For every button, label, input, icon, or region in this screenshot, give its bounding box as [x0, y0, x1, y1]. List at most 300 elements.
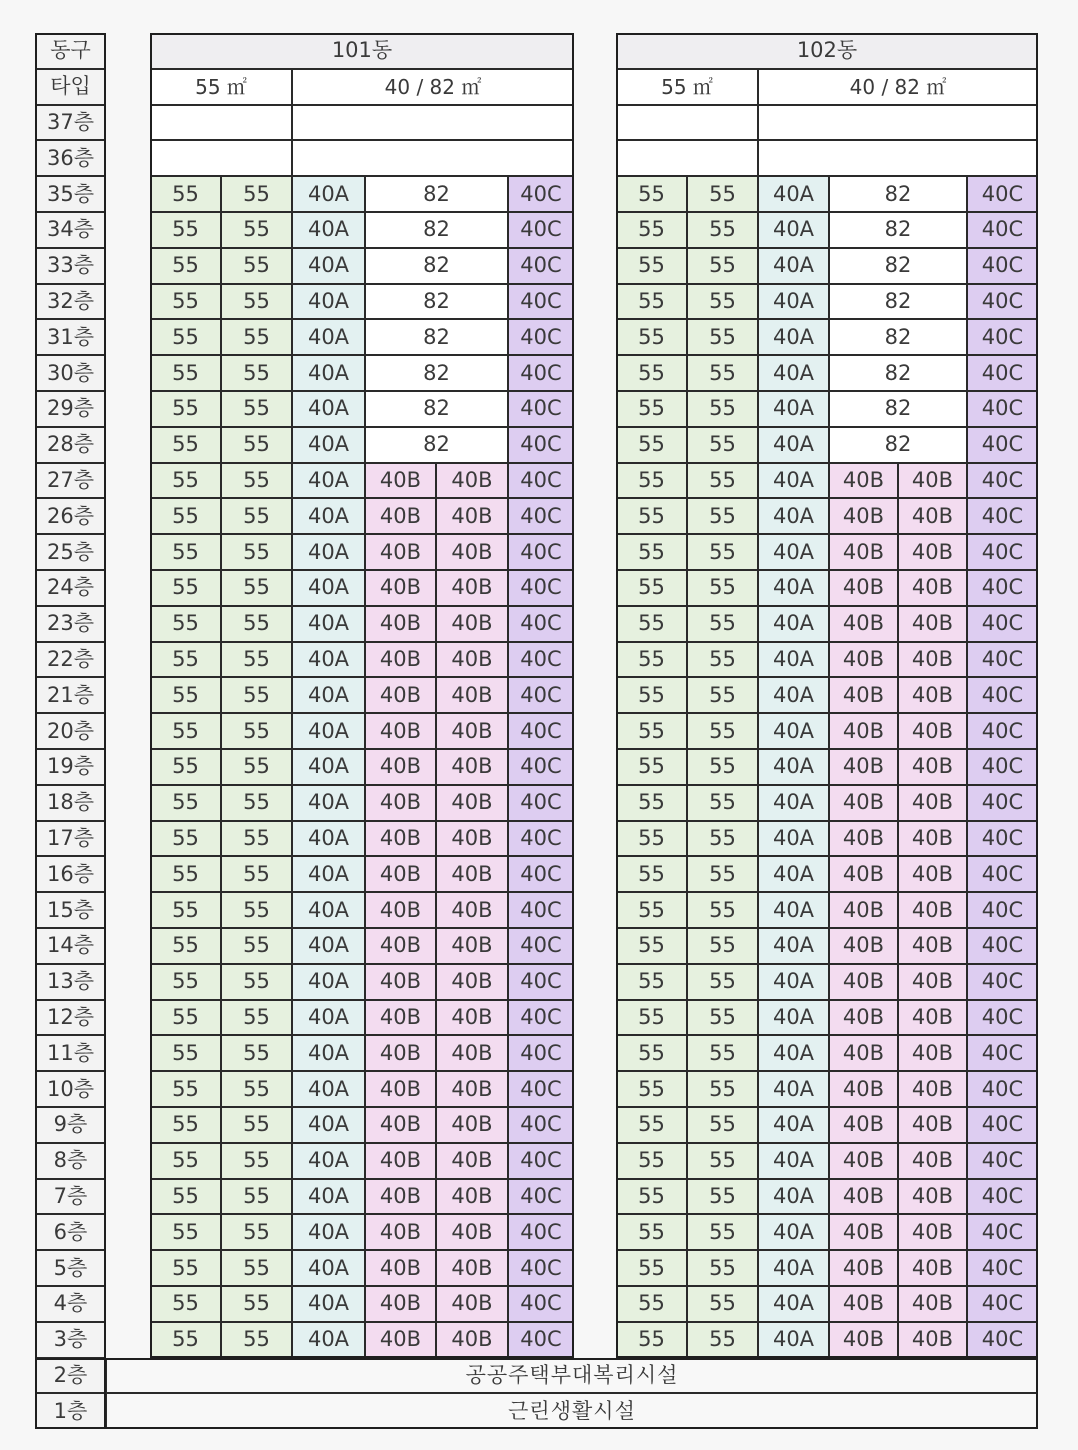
unit-40b: 40B [898, 892, 967, 928]
unit-40b: 40B [898, 785, 967, 821]
unit-55: 55 [221, 749, 292, 785]
unit-40a: 40A [292, 749, 365, 785]
unit-40b: 40B [436, 964, 508, 1000]
unit-40c: 40C [508, 1035, 574, 1071]
floor-label: 12층 [35, 1000, 106, 1036]
unit-82: 82 [829, 248, 967, 284]
unit-40c: 40C [967, 534, 1038, 570]
unit-40a: 40A [758, 1000, 829, 1036]
unit-55: 55 [616, 1322, 687, 1358]
unit-55: 55 [150, 463, 221, 499]
unit-40c: 40C [967, 1322, 1038, 1358]
empty-unit-cell [616, 140, 758, 176]
unit-40a: 40A [292, 713, 365, 749]
unit-40b: 40B [436, 534, 508, 570]
unit-40a: 40A [292, 606, 365, 642]
floor-label: 3층 [35, 1322, 106, 1358]
unit-55: 55 [616, 1143, 687, 1179]
unit-40c: 40C [967, 928, 1038, 964]
floor-label: 33층 [35, 248, 106, 284]
unit-40b: 40B [436, 1286, 508, 1322]
unit-40b: 40B [829, 570, 898, 606]
unit-55: 55 [687, 1071, 758, 1107]
unit-40b: 40B [436, 1000, 508, 1036]
unit-40c: 40C [967, 463, 1038, 499]
unit-55: 55 [616, 284, 687, 320]
unit-55: 55 [221, 176, 292, 212]
unit-40c: 40C [967, 1143, 1038, 1179]
unit-40b: 40B [898, 463, 967, 499]
unit-40a: 40A [292, 677, 365, 713]
unit-40c: 40C [967, 498, 1038, 534]
unit-40c: 40C [967, 212, 1038, 248]
unit-40a: 40A [758, 749, 829, 785]
unit-40b: 40B [898, 1143, 967, 1179]
unit-55: 55 [150, 319, 221, 355]
unit-40b: 40B [365, 1143, 436, 1179]
unit-40a: 40A [758, 642, 829, 678]
unit-40c: 40C [508, 284, 574, 320]
unit-40b: 40B [829, 642, 898, 678]
unit-40a: 40A [292, 427, 365, 463]
unit-55: 55 [150, 391, 221, 427]
unit-55: 55 [150, 1071, 221, 1107]
unit-40a: 40A [758, 498, 829, 534]
unit-40b: 40B [829, 785, 898, 821]
unit-55: 55 [150, 892, 221, 928]
floor-label: 22층 [35, 642, 106, 678]
unit-40c: 40C [508, 1107, 574, 1143]
floor-label: 18층 [35, 785, 106, 821]
unit-55: 55 [687, 749, 758, 785]
floor-label: 7층 [35, 1179, 106, 1215]
unit-40b: 40B [898, 1214, 967, 1250]
unit-55: 55 [616, 1214, 687, 1250]
floor-label: 19층 [35, 749, 106, 785]
unit-55: 55 [150, 1179, 221, 1215]
unit-40a: 40A [292, 1143, 365, 1179]
unit-40b: 40B [898, 1250, 967, 1286]
unit-55: 55 [616, 1107, 687, 1143]
unit-40c: 40C [967, 821, 1038, 857]
unit-40a: 40A [758, 785, 829, 821]
unit-40c: 40C [967, 1071, 1038, 1107]
unit-40a: 40A [758, 176, 829, 212]
unit-40b: 40B [436, 570, 508, 606]
unit-40a: 40A [758, 964, 829, 1000]
unit-40a: 40A [758, 1250, 829, 1286]
unit-40b: 40B [829, 713, 898, 749]
unit-55: 55 [616, 534, 687, 570]
empty-unit-cell [758, 105, 1038, 141]
unit-40c: 40C [967, 355, 1038, 391]
unit-40b: 40B [898, 1107, 967, 1143]
unit-40c: 40C [508, 821, 574, 857]
floor-label: 5층 [35, 1250, 106, 1286]
unit-40b: 40B [829, 1071, 898, 1107]
unit-40c: 40C [967, 1250, 1038, 1286]
unit-55: 55 [687, 212, 758, 248]
unit-55: 55 [687, 856, 758, 892]
unit-55: 55 [616, 1000, 687, 1036]
unit-40a: 40A [758, 677, 829, 713]
unit-40a: 40A [758, 570, 829, 606]
unit-55: 55 [687, 355, 758, 391]
dong-header-label: 동구 [35, 33, 106, 69]
unit-82: 82 [365, 284, 508, 320]
unit-40b: 40B [898, 1179, 967, 1215]
unit-40c: 40C [967, 1000, 1038, 1036]
unit-55: 55 [221, 785, 292, 821]
type-label-40-82-1: 40 / 82 ㎡ [758, 69, 1038, 105]
unit-82: 82 [829, 391, 967, 427]
unit-55: 55 [221, 463, 292, 499]
unit-55: 55 [616, 319, 687, 355]
unit-40b: 40B [829, 892, 898, 928]
unit-55: 55 [687, 534, 758, 570]
unit-40b: 40B [829, 1000, 898, 1036]
unit-40a: 40A [292, 212, 365, 248]
unit-40b: 40B [365, 1179, 436, 1215]
unit-55: 55 [150, 1250, 221, 1286]
unit-40c: 40C [508, 1250, 574, 1286]
unit-55: 55 [616, 892, 687, 928]
unit-40c: 40C [967, 1035, 1038, 1071]
unit-40a: 40A [758, 427, 829, 463]
unit-55: 55 [687, 964, 758, 1000]
empty-unit-cell [616, 105, 758, 141]
unit-55: 55 [616, 964, 687, 1000]
building-name-0: 101동 [150, 33, 574, 69]
unit-40c: 40C [508, 856, 574, 892]
floor-label: 16층 [35, 856, 106, 892]
unit-40c: 40C [967, 749, 1038, 785]
unit-55: 55 [150, 785, 221, 821]
unit-55: 55 [616, 928, 687, 964]
unit-55: 55 [616, 677, 687, 713]
unit-55: 55 [150, 1107, 221, 1143]
unit-40a: 40A [758, 1035, 829, 1071]
floor-label: 2층 [35, 1358, 106, 1394]
unit-40b: 40B [898, 642, 967, 678]
unit-55: 55 [150, 534, 221, 570]
unit-40b: 40B [365, 677, 436, 713]
unit-40a: 40A [758, 1107, 829, 1143]
unit-40c: 40C [508, 677, 574, 713]
unit-40c: 40C [508, 570, 574, 606]
unit-55: 55 [221, 821, 292, 857]
unit-55: 55 [221, 1250, 292, 1286]
unit-40b: 40B [829, 1035, 898, 1071]
floor-label: 24층 [35, 570, 106, 606]
unit-82: 82 [365, 248, 508, 284]
unit-40c: 40C [508, 319, 574, 355]
unit-40a: 40A [758, 534, 829, 570]
unit-55: 55 [150, 856, 221, 892]
unit-82: 82 [365, 176, 508, 212]
unit-40c: 40C [967, 319, 1038, 355]
unit-40a: 40A [292, 1286, 365, 1322]
unit-40a: 40A [758, 355, 829, 391]
unit-40b: 40B [829, 534, 898, 570]
unit-40c: 40C [508, 1322, 574, 1358]
unit-40c: 40C [967, 642, 1038, 678]
unit-55: 55 [221, 1143, 292, 1179]
unit-40a: 40A [292, 570, 365, 606]
unit-40b: 40B [436, 1214, 508, 1250]
unit-55: 55 [616, 821, 687, 857]
unit-40b: 40B [436, 463, 508, 499]
unit-40b: 40B [436, 1143, 508, 1179]
unit-55: 55 [616, 1250, 687, 1286]
unit-40a: 40A [758, 1214, 829, 1250]
unit-40c: 40C [508, 176, 574, 212]
unit-55: 55 [687, 391, 758, 427]
unit-40b: 40B [829, 964, 898, 1000]
unit-55: 55 [687, 677, 758, 713]
empty-unit-cell [292, 105, 574, 141]
unit-55: 55 [687, 713, 758, 749]
unit-40c: 40C [508, 212, 574, 248]
unit-55: 55 [616, 176, 687, 212]
unit-40a: 40A [292, 498, 365, 534]
unit-40a: 40A [758, 391, 829, 427]
unit-40b: 40B [365, 1214, 436, 1250]
floor-label: 30층 [35, 355, 106, 391]
unit-40b: 40B [365, 1035, 436, 1071]
unit-40c: 40C [967, 677, 1038, 713]
unit-55: 55 [221, 1035, 292, 1071]
unit-40c: 40C [508, 606, 574, 642]
unit-55: 55 [150, 427, 221, 463]
unit-40b: 40B [365, 570, 436, 606]
unit-40b: 40B [898, 821, 967, 857]
unit-55: 55 [221, 1000, 292, 1036]
unit-55: 55 [150, 176, 221, 212]
unit-40c: 40C [967, 248, 1038, 284]
type-label-55-1: 55 ㎡ [616, 69, 758, 105]
unit-55: 55 [616, 1071, 687, 1107]
type-label-55-0: 55 ㎡ [150, 69, 292, 105]
unit-40c: 40C [508, 928, 574, 964]
floor-label: 14층 [35, 928, 106, 964]
unit-82: 82 [829, 319, 967, 355]
unit-55: 55 [687, 570, 758, 606]
unit-40a: 40A [292, 534, 365, 570]
unit-55: 55 [687, 319, 758, 355]
unit-40a: 40A [292, 856, 365, 892]
type-label-40-82-0: 40 / 82 ㎡ [292, 69, 574, 105]
unit-40c: 40C [967, 856, 1038, 892]
unit-40b: 40B [829, 677, 898, 713]
type-header-label: 타입 [35, 69, 106, 105]
unit-40b: 40B [436, 498, 508, 534]
unit-40b: 40B [365, 1107, 436, 1143]
unit-40b: 40B [898, 964, 967, 1000]
floor-label: 8층 [35, 1143, 106, 1179]
unit-40a: 40A [292, 1214, 365, 1250]
unit-40b: 40B [436, 856, 508, 892]
unit-40b: 40B [898, 1322, 967, 1358]
floor-label: 21층 [35, 677, 106, 713]
unit-55: 55 [150, 1143, 221, 1179]
unit-55: 55 [687, 1286, 758, 1322]
unit-55: 55 [687, 606, 758, 642]
unit-55: 55 [687, 463, 758, 499]
floor-label: 34층 [35, 212, 106, 248]
unit-55: 55 [221, 606, 292, 642]
unit-40c: 40C [508, 964, 574, 1000]
unit-40c: 40C [967, 713, 1038, 749]
floor-label: 1층 [35, 1393, 106, 1429]
unit-40b: 40B [365, 1286, 436, 1322]
unit-40b: 40B [829, 1250, 898, 1286]
unit-55: 55 [221, 892, 292, 928]
unit-40b: 40B [436, 928, 508, 964]
unit-40b: 40B [365, 1000, 436, 1036]
unit-40c: 40C [508, 463, 574, 499]
unit-55: 55 [616, 391, 687, 427]
unit-55: 55 [616, 785, 687, 821]
unit-40c: 40C [967, 606, 1038, 642]
unit-55: 55 [221, 355, 292, 391]
floor-label: 6층 [35, 1214, 106, 1250]
unit-40c: 40C [508, 785, 574, 821]
unit-55: 55 [616, 749, 687, 785]
unit-40a: 40A [292, 928, 365, 964]
empty-unit-cell [150, 140, 292, 176]
unit-40b: 40B [436, 677, 508, 713]
floor-label: 10층 [35, 1071, 106, 1107]
unit-40a: 40A [292, 1000, 365, 1036]
unit-55: 55 [150, 1000, 221, 1036]
unit-82: 82 [829, 427, 967, 463]
unit-40b: 40B [365, 642, 436, 678]
unit-40a: 40A [292, 176, 365, 212]
unit-40b: 40B [365, 534, 436, 570]
unit-40a: 40A [758, 892, 829, 928]
unit-55: 55 [150, 1286, 221, 1322]
unit-40a: 40A [758, 1179, 829, 1215]
empty-unit-cell [150, 105, 292, 141]
unit-40b: 40B [898, 606, 967, 642]
unit-55: 55 [687, 821, 758, 857]
unit-55: 55 [150, 212, 221, 248]
unit-55: 55 [221, 1179, 292, 1215]
unit-55: 55 [221, 1214, 292, 1250]
unit-40b: 40B [365, 928, 436, 964]
floor-label: 17층 [35, 821, 106, 857]
unit-55: 55 [616, 606, 687, 642]
unit-55: 55 [687, 1107, 758, 1143]
floor-label: 20층 [35, 713, 106, 749]
unit-40b: 40B [829, 1322, 898, 1358]
unit-55: 55 [687, 1143, 758, 1179]
unit-40a: 40A [292, 463, 365, 499]
floor-label: 25층 [35, 534, 106, 570]
floor-label: 13층 [35, 964, 106, 1000]
unit-40b: 40B [436, 1322, 508, 1358]
unit-40b: 40B [436, 1250, 508, 1286]
unit-40c: 40C [508, 1071, 574, 1107]
unit-55: 55 [616, 355, 687, 391]
unit-55: 55 [150, 1214, 221, 1250]
unit-55: 55 [616, 463, 687, 499]
unit-40c: 40C [967, 284, 1038, 320]
unit-40a: 40A [292, 1071, 365, 1107]
facility-use-label: 공공주택부대복리시설 [106, 1358, 1038, 1394]
floor-label: 37층 [35, 105, 106, 141]
unit-40b: 40B [365, 821, 436, 857]
unit-40b: 40B [365, 964, 436, 1000]
unit-40b: 40B [365, 749, 436, 785]
unit-40c: 40C [967, 1214, 1038, 1250]
unit-40c: 40C [508, 1214, 574, 1250]
unit-55: 55 [687, 1179, 758, 1215]
unit-40a: 40A [758, 856, 829, 892]
unit-82: 82 [829, 355, 967, 391]
floor-label: 26층 [35, 498, 106, 534]
unit-55: 55 [150, 642, 221, 678]
unit-40a: 40A [758, 713, 829, 749]
unit-55: 55 [150, 248, 221, 284]
unit-40a: 40A [292, 1035, 365, 1071]
unit-82: 82 [365, 319, 508, 355]
unit-82: 82 [829, 176, 967, 212]
unit-55: 55 [221, 498, 292, 534]
unit-40c: 40C [967, 964, 1038, 1000]
unit-40c: 40C [508, 642, 574, 678]
unit-55: 55 [616, 212, 687, 248]
unit-40c: 40C [967, 176, 1038, 212]
unit-55: 55 [150, 498, 221, 534]
unit-40c: 40C [508, 749, 574, 785]
unit-55: 55 [221, 928, 292, 964]
unit-55: 55 [221, 1071, 292, 1107]
unit-40a: 40A [292, 1107, 365, 1143]
unit-40a: 40A [758, 1071, 829, 1107]
unit-40c: 40C [967, 785, 1038, 821]
unit-55: 55 [687, 928, 758, 964]
unit-40b: 40B [829, 1107, 898, 1143]
unit-55: 55 [221, 391, 292, 427]
unit-55: 55 [616, 1035, 687, 1071]
unit-55: 55 [221, 534, 292, 570]
unit-40a: 40A [292, 642, 365, 678]
unit-40a: 40A [758, 212, 829, 248]
unit-40c: 40C [967, 427, 1038, 463]
unit-55: 55 [150, 964, 221, 1000]
unit-55: 55 [150, 1035, 221, 1071]
unit-40a: 40A [292, 284, 365, 320]
unit-40b: 40B [898, 1035, 967, 1071]
unit-40c: 40C [508, 498, 574, 534]
unit-55: 55 [687, 427, 758, 463]
floor-label: 32층 [35, 284, 106, 320]
unit-40b: 40B [898, 1000, 967, 1036]
unit-40a: 40A [292, 319, 365, 355]
unit-55: 55 [221, 1107, 292, 1143]
unit-40b: 40B [436, 1179, 508, 1215]
unit-40b: 40B [436, 892, 508, 928]
unit-55: 55 [616, 713, 687, 749]
unit-55: 55 [221, 248, 292, 284]
unit-40b: 40B [898, 1071, 967, 1107]
unit-55: 55 [687, 248, 758, 284]
unit-40b: 40B [898, 928, 967, 964]
unit-55: 55 [687, 1214, 758, 1250]
unit-40c: 40C [967, 1107, 1038, 1143]
